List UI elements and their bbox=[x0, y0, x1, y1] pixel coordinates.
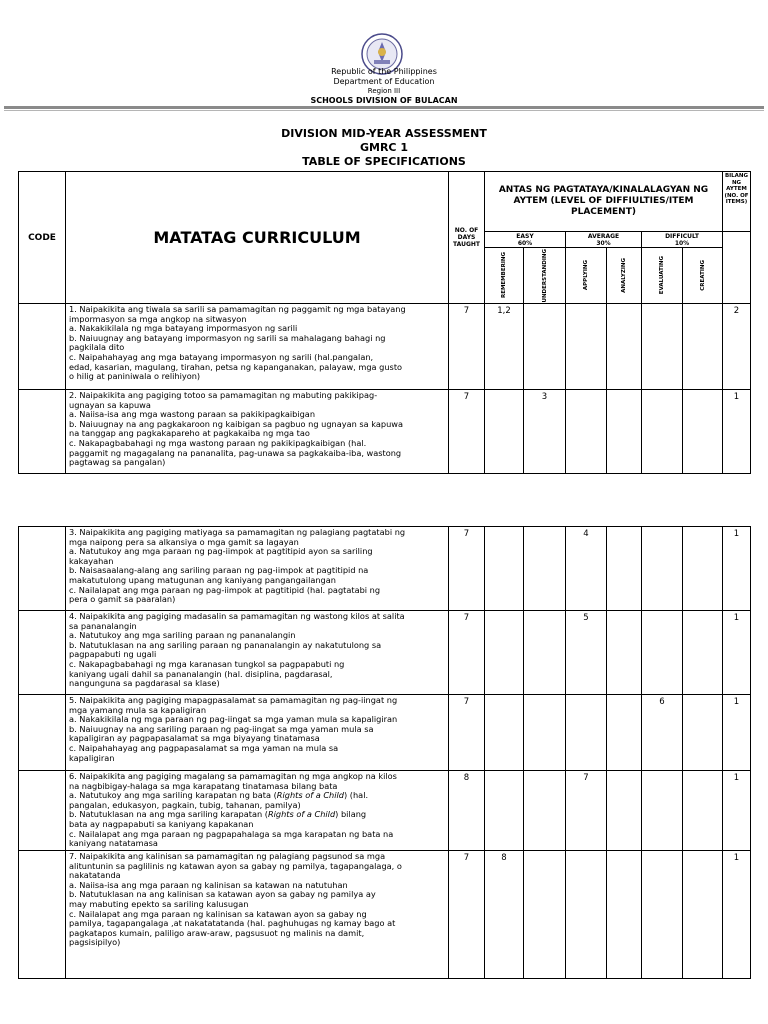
applying-cell bbox=[566, 695, 607, 771]
competency-line: b. Natutuklasan na ang sariling paraan ng pananalangin ay nakatutulong sa bbox=[69, 640, 382, 650]
days-cell: 8 bbox=[449, 771, 485, 851]
competency-line: may mabuting epekto sa sariling kalusugan bbox=[69, 899, 249, 909]
competency-cell bbox=[66, 771, 449, 851]
competency-line: kapaligiran bbox=[69, 753, 115, 763]
creating-cell bbox=[683, 771, 723, 851]
table-row bbox=[19, 527, 751, 611]
items-cell: 1 bbox=[723, 611, 751, 695]
table-row bbox=[19, 611, 751, 695]
analyzing-cell bbox=[607, 390, 642, 474]
items-cell: 1 bbox=[723, 527, 751, 611]
competency-line: kaniyang ugali dahil sa pananalangin (hal. disiplina, pagdarasal, bbox=[69, 669, 333, 679]
competency-line: a. Nakakikilala ng mga batayang impormasyon ng sarili bbox=[69, 324, 298, 334]
easy-header bbox=[485, 232, 566, 248]
code-header: CODE bbox=[19, 172, 66, 304]
analyzing-cell bbox=[607, 771, 642, 851]
rights-of-a-child-phrase: Rights of a Child bbox=[267, 810, 336, 820]
table-row bbox=[19, 851, 751, 979]
competency-line: pamilya, tagapangalaga ,at nakatatatanda (hal. paghuhugas ng kamay bago at bbox=[69, 919, 396, 929]
level-remembering: REMEMBERING bbox=[501, 252, 507, 299]
level-evaluating: EVALUATING bbox=[659, 256, 665, 295]
rights-of-a-child-phrase: Rights of a Child bbox=[276, 791, 344, 801]
competency-line: c. Naipahahayag ang pagpapasalamat sa mga yaman na mula sa bbox=[69, 743, 339, 753]
competency-line: 7. Naipakikita ang kalinisan sa pamamagitan ng palagiang pagsunod sa mga bbox=[69, 852, 386, 861]
competency-cell bbox=[66, 611, 449, 695]
table-body-page-2 bbox=[19, 527, 751, 979]
difficult-header bbox=[642, 232, 723, 248]
code-cell bbox=[19, 695, 66, 771]
competency-line: kaniyang natatamasa bbox=[69, 839, 158, 849]
competency-line: a. Nakakikilala ng mga paraan ng pag-iingat sa mga yaman mula sa kapaligiran bbox=[69, 715, 398, 725]
days-cell: 7 bbox=[449, 695, 485, 771]
days-cell: 7 bbox=[449, 390, 485, 474]
understanding-cell bbox=[524, 611, 566, 695]
applying-cell bbox=[566, 851, 607, 979]
days-cell: 7 bbox=[449, 611, 485, 695]
average-header bbox=[566, 232, 642, 248]
items-cell: 1 bbox=[723, 695, 751, 771]
competency-line: c. Nakapagbabahagi ng mga karanasan tungkol sa pagpapabuti ng bbox=[69, 659, 345, 669]
code-cell bbox=[19, 527, 66, 611]
competency-cell bbox=[66, 527, 449, 611]
remembering-cell bbox=[485, 390, 524, 474]
competency-line: 4. Naipakikita ang pagiging madasalin sa pamamagitan ng wastong kilos at salita bbox=[69, 612, 405, 621]
understanding-cell bbox=[524, 527, 566, 611]
competency-line: kakayahan bbox=[69, 556, 114, 566]
table-row bbox=[19, 771, 751, 851]
competency-line: b. Naiuugnay ang batayang impormasyon ng sarili sa mahalagang bahagi ng bbox=[69, 333, 386, 343]
level-creating-cell bbox=[683, 248, 723, 304]
easy-percent: 60% bbox=[517, 239, 533, 247]
level-understanding-cell bbox=[524, 248, 566, 304]
code-cell bbox=[19, 611, 66, 695]
creating-cell bbox=[683, 527, 723, 611]
applying-cell: 4 bbox=[566, 527, 607, 611]
analyzing-cell bbox=[607, 527, 642, 611]
creating-cell bbox=[683, 304, 723, 390]
competency-line: a. Natutukoy ang mga paraan ng pag-iimpok at pagtitipid ayon sa sariling bbox=[69, 547, 373, 557]
competency-line: b. Natutuklasan na ang kalinisan sa katawan ayon sa gabay ng pamilya ay bbox=[69, 890, 376, 900]
competency-line: na nagbibigay-halaga sa mga karapatang tinatamasa bilang bata bbox=[69, 781, 338, 791]
table-row bbox=[19, 304, 751, 390]
creating-cell bbox=[683, 390, 723, 474]
competency-line: b. Naiuugnay na ang pagkakaroon ng kaibigan sa pagbuo ng ugnayan sa kapuwa bbox=[69, 419, 403, 429]
competency-line: c. Nailalapat ang mga paraan ng kalinisan sa katawan ayon sa gabay ng bbox=[69, 909, 367, 919]
level-evaluating-cell bbox=[642, 248, 683, 304]
level-analyzing-cell bbox=[607, 248, 642, 304]
competency-line: edad, kasarian, magulang, tirahan, petsa ng kapanganakan, palayaw, mga gusto bbox=[69, 362, 403, 372]
applying-cell: 7 bbox=[566, 771, 607, 851]
competency-line: alituntunin sa paglilinis ng katawan ayon sa gabay ng pamilya, tagapangalaga, o bbox=[69, 861, 402, 871]
code-cell bbox=[19, 390, 66, 474]
average-label: AVERAGE bbox=[587, 232, 620, 240]
analyzing-cell bbox=[607, 611, 642, 695]
days-header: NO. OF DAYS TAUGHT bbox=[449, 172, 485, 304]
evaluating-cell bbox=[642, 851, 683, 979]
competency-line: pagkilala dito bbox=[69, 343, 125, 353]
competency-line: bata ay nagpapabuti sa kaniyang kapakanan bbox=[69, 819, 254, 829]
remembering-cell bbox=[485, 527, 524, 611]
competency-line: pera o gamit sa paaralan) bbox=[69, 595, 176, 605]
remembering-cell bbox=[485, 611, 524, 695]
competency-line: na tanggap ang pagkakapareho at pagkakaiba ng mga tao bbox=[69, 429, 310, 439]
competency-line: a. Naiisa-isa ang mga paraan ng kalinisan sa katawan na natutuhan bbox=[69, 880, 348, 890]
code-cell bbox=[19, 851, 66, 979]
competency-cell bbox=[66, 851, 449, 979]
understanding-cell: 3 bbox=[524, 390, 566, 474]
days-cell: 7 bbox=[449, 527, 485, 611]
competency-line: mga naipong pera sa alkansiya o mga gamit sa lagayan bbox=[69, 537, 299, 547]
creating-cell bbox=[683, 611, 723, 695]
remembering-cell bbox=[485, 695, 524, 771]
creating-cell bbox=[683, 695, 723, 771]
applying-cell bbox=[566, 390, 607, 474]
header-rule-thin bbox=[4, 110, 764, 111]
republic-text: Republic of the Philippines bbox=[331, 67, 437, 76]
competency-line: a. Naiisa-isa ang mga wastong paraan sa pakikipagkaibigan bbox=[69, 410, 316, 420]
analyzing-cell bbox=[607, 695, 642, 771]
competency-line: impormasyon sa mga angkop na sitwasyon bbox=[69, 314, 247, 324]
level-remembering-cell bbox=[485, 248, 524, 304]
analyzing-cell bbox=[607, 304, 642, 390]
days-cell: 7 bbox=[449, 851, 485, 979]
competency-line: 2. Naipakikita ang pagiging totoo sa pamamagitan ng mabuting pakikipag- bbox=[69, 391, 378, 400]
region-text: Region III bbox=[367, 87, 401, 95]
competency-line: b. Natutuklasan na ang mga sariling karapatan (Rights of a Child) bilang bbox=[69, 810, 367, 820]
competency-cell bbox=[66, 390, 449, 474]
items-cell: 1 bbox=[723, 390, 751, 474]
antas-header: ANTAS NG PAGTATAYA/KINALALAGYAN NG AYTEM (LEVEL OF DIFFIULTIES/ITEM PLACEMENT) bbox=[485, 172, 723, 232]
competency-line: makatutulong upang matugunan ang kaniyang pangangailangan bbox=[69, 575, 336, 585]
competency-line: mga yamang mula sa kapaligiran bbox=[69, 705, 207, 715]
competency-line: b. Naiuugnay na ang sariling paraan ng pag-iingat sa mga yaman mula sa bbox=[69, 724, 374, 734]
tos-table-page-1 bbox=[18, 171, 751, 474]
competency-line: kapaligiran ay pagpapasalamat sa mga biyayang tinatamasa bbox=[69, 734, 320, 744]
level-analyzing: ANALYZING bbox=[621, 258, 627, 293]
competency-line: c. Nailalapat ang mga paraan ng pagpapahalaga sa mga karapatan ng bata na bbox=[69, 829, 394, 839]
competency-cell bbox=[66, 695, 449, 771]
curriculum-header: MATATAG CURRICULUM bbox=[66, 172, 449, 304]
tos-title: TABLE OF SPECIFICATIONS bbox=[302, 155, 466, 168]
competency-line: c. Nailalapat ang mga paraan ng pag-iimpok at pagtitipid (hal. pagtatabi ng bbox=[69, 585, 381, 595]
competency-line: b. Naisasaalang-alang ang sariling paraan ng pag-iimpok at pagtitipid na bbox=[69, 566, 369, 576]
code-cell bbox=[19, 771, 66, 851]
understanding-cell bbox=[524, 771, 566, 851]
competency-line: 1. Naipakikita ang tiwala sa sarili sa pamamagitan ng paggamit ng mga batayang bbox=[69, 305, 406, 314]
competency-line: nangunguna sa pagdarasal sa klase) bbox=[69, 679, 220, 689]
average-percent: 30% bbox=[596, 239, 611, 247]
analyzing-cell bbox=[607, 851, 642, 979]
table-row bbox=[19, 695, 751, 771]
applying-cell bbox=[566, 304, 607, 390]
competency-line: pagsisipilyo) bbox=[69, 938, 121, 948]
department-text: Department of Education bbox=[333, 77, 435, 86]
competency-line: pagkatapos kumain, paliligo araw-araw, pagsusuot ng malinis na damit, bbox=[69, 928, 365, 938]
understanding-cell bbox=[524, 851, 566, 979]
bilang-empty-cell bbox=[723, 232, 751, 304]
competency-line: paggamit ng magagalang na pananalita, pag-unawa sa pagkakaiba-iba, wastong bbox=[69, 448, 402, 458]
easy-label: EASY bbox=[516, 232, 534, 240]
difficult-label: DIFFICULT bbox=[665, 232, 699, 240]
competency-line: c. Nakapagbabahagi ng mga wastong paraan ng pakikipagkaibigan (hal. bbox=[69, 438, 367, 448]
bilang-header: BILANG NG AYTEM (NO. OF ITEMS) bbox=[723, 172, 751, 232]
understanding-cell bbox=[524, 695, 566, 771]
competency-line: c. Naipahahayag ang mga batayang impormasyon ng sarili (hal.pangalan, bbox=[69, 352, 374, 362]
code-cell bbox=[19, 304, 66, 390]
table-body-page-1 bbox=[19, 304, 751, 474]
days-cell: 7 bbox=[449, 304, 485, 390]
table-row bbox=[19, 390, 751, 474]
competency-line: a. Natutukoy ang mga sariling karapatan ng bata (Rights of a Child) (hal. bbox=[69, 791, 369, 801]
evaluating-cell bbox=[642, 771, 683, 851]
competency-line: 3. Naipakikita ang pagiging matiyaga sa pamamagitan ng palagiang pagtatabi ng bbox=[69, 528, 406, 537]
evaluating-cell bbox=[642, 527, 683, 611]
remembering-cell: 1,2 bbox=[485, 304, 524, 390]
competency-line: o hilig at paniniwala o relihiyon) bbox=[69, 372, 201, 382]
assessment-title: DIVISION MID-YEAR ASSESSMENT bbox=[281, 127, 487, 140]
applying-cell: 5 bbox=[566, 611, 607, 695]
competency-line: 6. Naipakikita ang pagiging magalang sa pamamagitan ng mga angkop na kilos bbox=[69, 772, 397, 781]
items-cell: 2 bbox=[723, 304, 751, 390]
difficult-percent: 10% bbox=[674, 239, 690, 247]
level-creating: CREATING bbox=[699, 260, 706, 291]
competency-cell bbox=[66, 304, 449, 390]
level-applying: APPLYING bbox=[583, 260, 589, 291]
subject-title: GMRC 1 bbox=[359, 141, 408, 154]
understanding-cell bbox=[524, 304, 566, 390]
level-understanding: UNDERSTANDING bbox=[541, 248, 548, 303]
evaluating-cell bbox=[642, 390, 683, 474]
level-applying-cell bbox=[566, 248, 607, 304]
competency-line: pagtawag sa pangalan) bbox=[69, 458, 166, 468]
remembering-cell bbox=[485, 771, 524, 851]
items-cell: 1 bbox=[723, 851, 751, 979]
competency-line: sa pananalangin bbox=[69, 621, 137, 631]
competency-line: pangalan, edukasyon, pagkain, tubig, tahanan, pamilya) bbox=[69, 800, 301, 810]
division-text: SCHOOLS DIVISION OF BULACAN bbox=[310, 96, 458, 105]
evaluating-cell: 6 bbox=[642, 695, 683, 771]
items-cell: 1 bbox=[723, 771, 751, 851]
competency-line: a. Natutukoy ang mga sariling paraan ng pananalangin bbox=[69, 631, 296, 641]
header-rule bbox=[4, 106, 764, 109]
tos-table-page-2 bbox=[18, 526, 751, 979]
evaluating-cell bbox=[642, 611, 683, 695]
competency-line: ugnayan sa kapuwa bbox=[69, 400, 151, 410]
competency-line: nakatatanda bbox=[69, 871, 121, 881]
evaluating-cell bbox=[642, 304, 683, 390]
creating-cell bbox=[683, 851, 723, 979]
remembering-cell: 8 bbox=[485, 851, 524, 979]
competency-line: pagpapabuti ng ugali bbox=[69, 650, 157, 660]
competency-line: 5. Naipakikita ang pagiging mapagpasalamat sa pamamagitan ng pag-iingat ng bbox=[69, 696, 398, 705]
